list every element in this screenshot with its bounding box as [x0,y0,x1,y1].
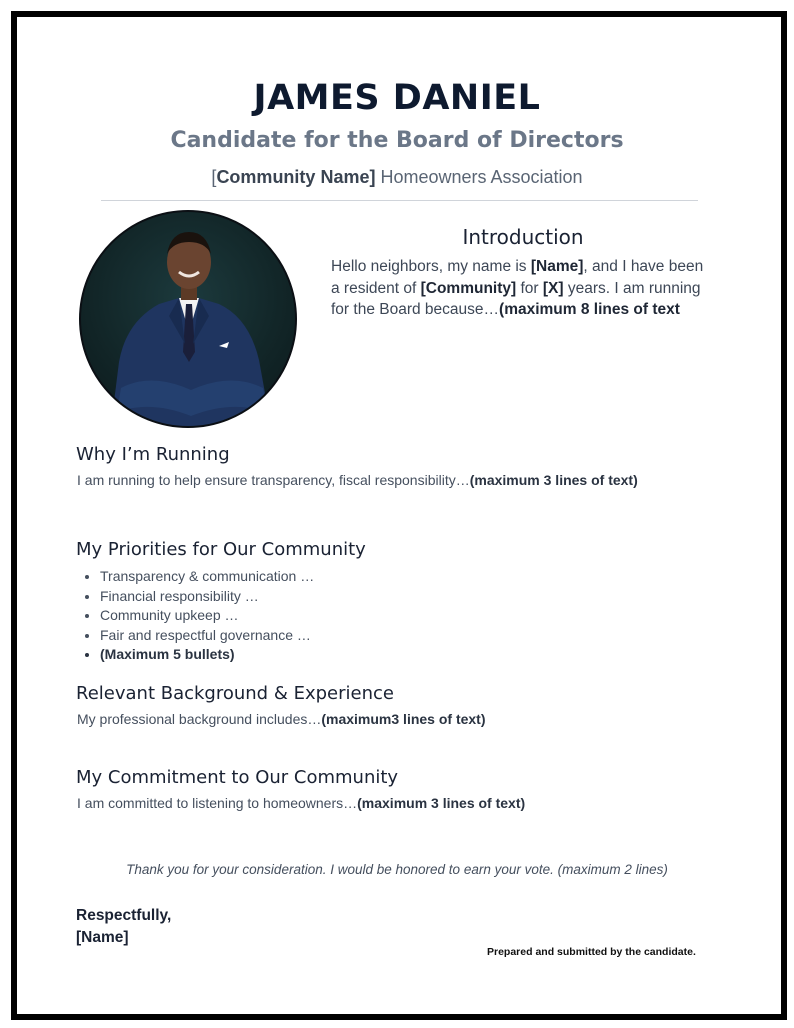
assoc-rest: Homeowners Association [375,167,583,187]
intro-text-1: Hello neighbors, my name is [331,258,531,275]
why-running-text [77,472,638,488]
list-item: • Transparency & communication … [100,567,314,587]
why-running-heading: Why I’m Running [76,444,230,465]
intro-text-3: for [516,279,543,297]
header-divider [101,200,698,201]
prepared-by-note: Prepared and submitted by the candidate. [487,946,696,958]
assoc-bracket: [ [211,167,217,187]
candidate-name: JAMES DANIEL [253,78,541,118]
background-limit-note: (maximum3 lines of text) [321,711,486,727]
community-placeholder: [Community] [420,279,517,297]
background-heading: Relevant Background & Experience [76,683,394,704]
signature-name-placeholder: [Name] [76,929,129,946]
list-item: • Fair and respectful governance … [100,626,314,646]
signature-block [76,905,171,949]
name-placeholder: [Name] [530,258,584,275]
background-body: My professional background includes… [77,711,322,727]
respectfully-label: Respectfully, [76,907,172,924]
commitment-text [77,795,525,811]
community-name-placeholder: Community Name] [216,167,376,187]
intro-text-2: , and I have been a resident of [331,258,704,297]
why-text: I am running to help ensure transparency, fiscal responsibility… [77,472,470,488]
list-item: • (Maximum 5 bullets) [100,645,314,665]
list-item: • Community upkeep … [100,606,314,626]
commitment-body: I am committed to listening to homeowners… [77,795,358,811]
candidate-photo [79,210,297,428]
introduction-text [331,256,716,321]
candidate-portrait-illustration [81,212,295,426]
priorities-list [76,567,314,665]
commitment-limit-note: (maximum 3 lines of text) [357,795,526,811]
thank-you-note: Thank you for your consideration. I would be honored to earn your vote. (maximum 2 lines) [126,862,668,877]
candidate-subtitle: Candidate for the Board of Directors [170,128,624,153]
association-line [0,167,794,188]
introduction-heading: Introduction [462,225,584,249]
commitment-heading: My Commitment to Our Community [76,767,399,788]
intro-text-4: years. I am running for the Board because… [331,279,701,318]
intro-limit-note: (maximum 8 lines of text [499,301,680,318]
list-item: • Financial responsibility … [100,587,314,607]
background-text [77,711,486,727]
years-placeholder: [X] [542,279,564,297]
priorities-heading: My Priorities for Our Community [76,539,366,560]
why-limit-note: (maximum 3 lines of text) [469,472,638,488]
